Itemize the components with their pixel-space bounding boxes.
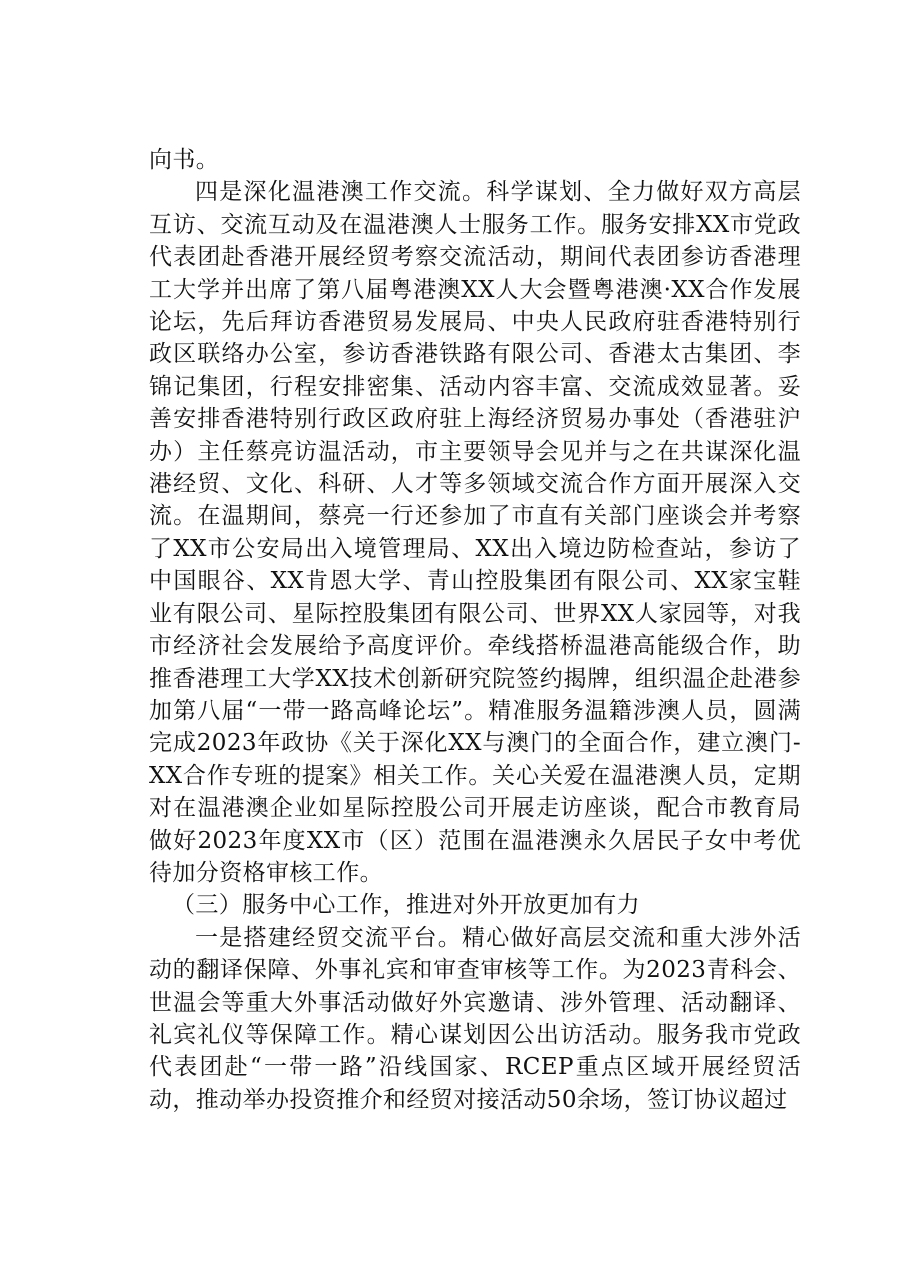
paragraph-continuation: 向书。 [149, 147, 220, 173]
paragraph-trade-platform: 一是搭建经贸交流平台。精心做好高层交流和重大涉外活动的翻译保障、外事礼宾和审查审核等工作。为2023青科会、世温会等重大外事活动做好外宾邀请、涉外管理、活动翻译、礼宾礼仪等保障工作。精心谋划因公出访活动。服务我市党政代表团赴“一带一路”沿线国家、RCEP重点区域开展经贸活动，推动举办投资推介和经贸对接活动50余场，签订协议超过 [149, 924, 801, 1113]
document-body [149, 144, 801, 1116]
section-heading: （三）服务中心工作，推进对外开放更加有力 [172, 892, 640, 919]
paragraph-hk-macau-exchange: 四是深化温港澳工作交流。科学谋划、全力做好双方高层互访、交流互动及在温港澳人士服务工作。服务安排XX市党政代表团赴香港开展经贸考察交流活动，期间代表团参访香港理工大学并出席了第八届粤港澳XX人大会暨粤港澳·XX合作发展论坛，先后拜访香港贸易发展局、中央人民政府驻香港特别行政区联络办公室，参访香港铁路有限公司、香港太古集团、李锦记集团，行程安排密集、活动内容丰富、交流成效显著。妥善安排香港特别行政区政府驻上海经济贸易办事处（香港驻沪办）主任蔡亮访温活动，市主要领导会见并与之在共谋深化温港经贸、文化、科研、人才等多领域交流合作方面开展深入交流。在温期间，蔡亮一行还参加了市直有关部门座谈会并考察了XX市公安局出入境管理局、XX出入境边防检查站，参访了中国眼谷、XX肯恩大学、青山控股集团有限公司、XX家宝鞋业有限公司、星际控股集团有限公司、世界XX人家园等，对我市经济社会发展给予高度评价。牵线搭桥温港高能级合作，助推香港理工大学XX技术创新研究院签约揭牌，组织温企赴港参加第八届“一带一路高峰论坛”。精准服务温籍涉澳人员，圆满完成2023年政协《关于深化XX与澳门的全面合作，建立澳门-XX合作专班的提案》相关工作。关心关爱在温港澳人员，定期对在温港澳企业如星际控股公司开展走访座谈，配合市教育局做好2023年度XX市（区）范围在温港澳永久居民子女中考优待加分资格审核工作。 [149, 179, 801, 886]
